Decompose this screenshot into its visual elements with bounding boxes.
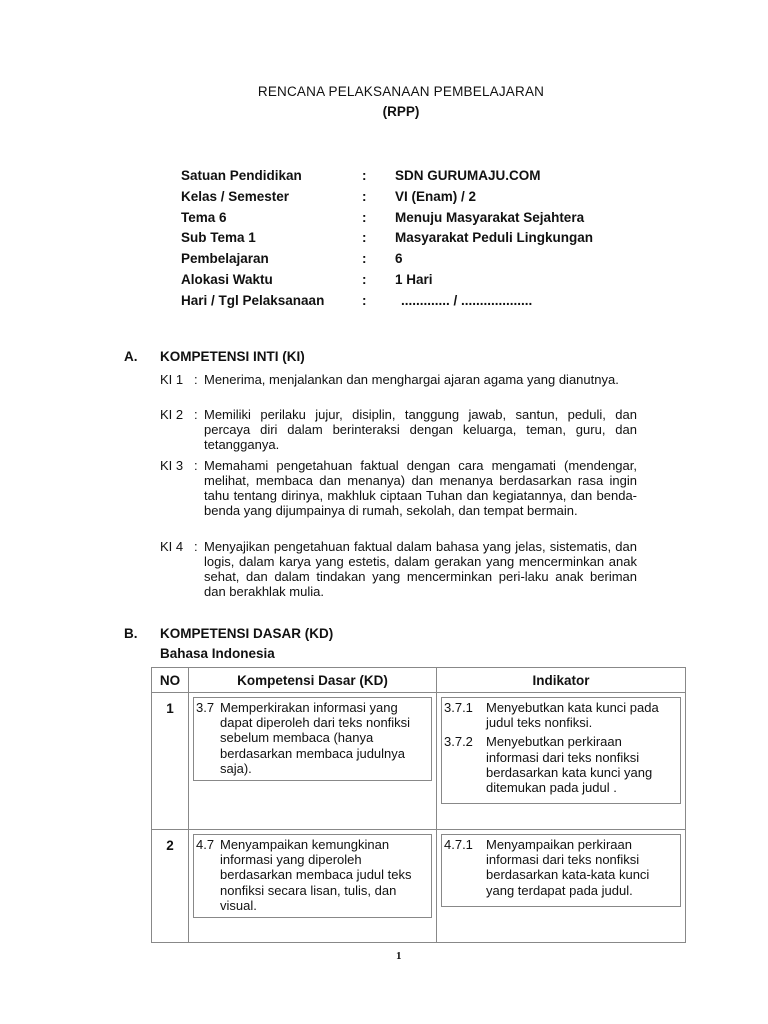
ki-colon: : xyxy=(194,539,198,554)
kd-cell xyxy=(189,693,437,830)
indicator-number: 3.7.1 xyxy=(444,700,473,715)
info-value: ............. / ................... xyxy=(401,292,533,308)
info-value: 6 xyxy=(395,251,403,267)
indicator-item xyxy=(444,700,678,730)
document-subtitle: (RPP) xyxy=(382,104,420,119)
ki-colon: : xyxy=(194,372,198,387)
ki-code: KI 3 xyxy=(160,458,184,473)
kd-number: 4.7 xyxy=(196,837,215,852)
indicator-item xyxy=(444,734,678,795)
info-label: Satuan Pendidikan xyxy=(181,168,302,183)
kd-box xyxy=(193,834,432,918)
indicator-cell xyxy=(437,693,686,830)
subject-heading: Bahasa Indonesia xyxy=(160,646,275,661)
kd-box xyxy=(193,697,432,781)
section-letter: A. xyxy=(124,349,138,364)
ki-text: Menyajikan pengetahuan faktual dalam bahasa yang jelas, sistematis, dan logis, dalam karya yang estetis, dalam gerakan yang mencerminkan anak sehat, dan dalam tindakan yang mencerminkan peri-laku anak beriman dan berakhlak mulia. xyxy=(204,539,637,599)
indicator-item xyxy=(444,837,678,898)
kd-number: 3.7 xyxy=(196,700,215,715)
ki-colon: : xyxy=(194,407,198,422)
info-label: Pembelajaran xyxy=(181,251,269,267)
table-row xyxy=(152,693,686,830)
page-number: 1 xyxy=(396,950,402,962)
header-indikator: Indikator xyxy=(437,668,686,693)
kd-item xyxy=(196,700,429,776)
ki-code: KI 4 xyxy=(160,539,184,554)
info-colon: : xyxy=(362,271,367,287)
info-value: Menuju Masyarakat Sejahtera xyxy=(395,209,585,225)
indicator-text: Menyampaikan perkiraan informasi dari teks nonfiksi berdasarkan kata-kata kunci yang terdapat pada judul. xyxy=(486,837,650,898)
info-colon: : xyxy=(362,209,367,225)
indicator-text: Menyebutkan perkiraan informasi dari teks nonfiksi berdasarkan kata kunci yang ditemukan pada judul . xyxy=(486,734,653,796)
kd-cell xyxy=(189,830,437,943)
table-header-row xyxy=(152,668,686,693)
kd-text: Menyampaikan kemungkinan informasi yang diperoleh berdasarkan membaca judul teks nonfiksi secara lisan, tulis, dan visual. xyxy=(220,837,412,913)
header-no: NO xyxy=(152,668,189,693)
info-value: 1 Hari xyxy=(395,271,433,287)
ki-text: Memahami pengetahuan faktual dengan cara mengamati (mendengar, melihat, membaca dan menanya) dan menanya berdasarkan rasa ingin tahu tentang dirinya, makhluk ciptaan Tuhan dan kegiatannya, dan benda-benda yang dijumpainya di rumah, sekolah, dan tempat bermain. xyxy=(204,458,637,518)
indicator-box xyxy=(441,697,681,804)
info-label: Alokasi Waktu xyxy=(181,271,273,287)
info-label: Kelas / Semester xyxy=(181,188,290,204)
indicator-text: Menyebutkan kata kunci pada judul teks nonfiksi. xyxy=(486,700,659,731)
ki-code: KI 2 xyxy=(160,407,184,422)
info-colon: : xyxy=(362,188,367,204)
indicator-number: 3.7.2 xyxy=(444,734,473,750)
info-value: VI (Enam) / 2 xyxy=(395,188,477,204)
indicator-number: 4.7.1 xyxy=(444,837,473,852)
row-number: 2 xyxy=(152,830,189,943)
row-number: 1 xyxy=(152,693,189,830)
header-kd: Kompetensi Dasar (KD) xyxy=(189,668,437,693)
kd-item xyxy=(196,837,429,913)
section-letter: B. xyxy=(124,626,138,641)
info-colon: : xyxy=(362,230,367,246)
info-colon: : xyxy=(362,168,367,183)
info-value: SDN GURUMAJU.COM xyxy=(395,168,541,183)
document-title: RENCANA PELAKSANAAN PEMBELAJARAN xyxy=(257,84,545,99)
kd-table xyxy=(151,667,686,943)
info-label: Sub Tema 1 xyxy=(181,230,256,246)
info-colon: : xyxy=(362,251,367,267)
ki-text: Memiliki perilaku jujur, disiplin, tanggung jawab, santun, peduli, dan percaya diri dalam berinteraksi dengan keluarga, teman, guru, dan tetangganya. xyxy=(204,407,637,452)
info-colon: : xyxy=(362,292,367,308)
table-row xyxy=(152,830,686,943)
section-title: KOMPETENSI INTI (KI) xyxy=(160,349,305,364)
ki-text: Menerima, menjalankan dan menghargai ajaran agama yang dianutnya. xyxy=(204,372,619,387)
info-value: Masyarakat Peduli Lingkungan xyxy=(395,230,594,246)
info-label: Tema 6 xyxy=(181,209,227,225)
info-label: Hari / Tgl Pelaksanaan xyxy=(181,292,325,308)
indicator-cell xyxy=(437,830,686,943)
ki-code: KI 1 xyxy=(160,372,184,387)
section-title: KOMPETENSI DASAR (KD) xyxy=(160,626,334,641)
ki-colon: : xyxy=(194,458,198,473)
indicator-box xyxy=(441,834,681,907)
kd-text: Memperkirakan informasi yang dapat diperoleh dari teks nonfiksi sebelum membaca (hanya berdasarkan membaca judulnya saja). xyxy=(220,700,411,776)
